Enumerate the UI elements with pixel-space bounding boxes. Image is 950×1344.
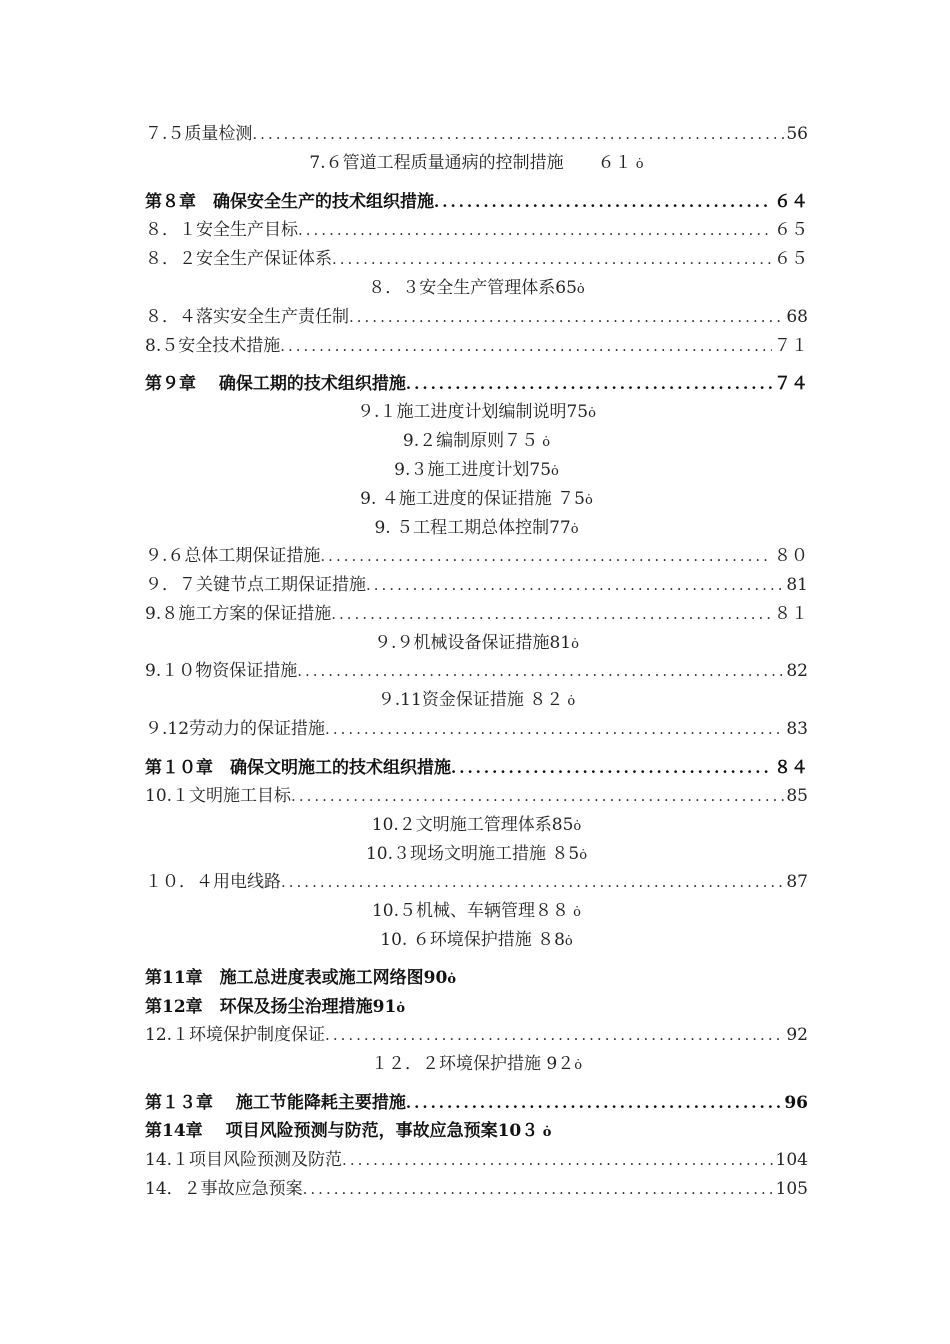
toc-entry-text: 9. ５工程工期总体控制77 <box>374 518 571 538</box>
paragraph-mark-icon: ȯ <box>576 282 585 297</box>
toc-entry-9-6[interactable] <box>145 543 808 569</box>
leader-dots <box>325 716 784 742</box>
toc-entry-8-1[interactable] <box>145 217 808 243</box>
toc-entry-label: 9.８施工方案的保证措施 <box>145 604 332 624</box>
leader-dots <box>406 1090 782 1116</box>
toc-page-number: ６４ <box>774 192 808 212</box>
paragraph-mark-icon: ȯ <box>538 1125 552 1140</box>
paragraph-mark-icon: ȯ <box>571 637 579 652</box>
paragraph-mark-icon: ȯ <box>588 406 596 421</box>
leader-dots <box>349 304 784 330</box>
toc-chapter-8[interactable] <box>145 189 808 215</box>
toc-page-number: ６５ <box>774 220 808 240</box>
leader-dots <box>451 755 772 781</box>
leader-dots <box>434 189 772 215</box>
toc-entry-14-2[interactable] <box>145 1176 808 1202</box>
toc-entry-label: ９.12劳动力的保证措施 <box>145 719 326 739</box>
toc-entry-label: ８．４落实安全生产责任制 <box>145 307 349 327</box>
toc-chapter-11[interactable] <box>145 965 808 991</box>
toc-chapter-text: 第12章 环保及扬尘治理措施91 <box>145 997 397 1017</box>
toc-entry-10-2[interactable] <box>145 812 808 838</box>
toc-entry-8-2[interactable] <box>145 246 808 272</box>
leader-dots <box>303 1176 774 1202</box>
toc-page-number: 105 <box>775 1179 808 1199</box>
toc-entry-10-4[interactable] <box>145 869 808 895</box>
toc-entry-text: 9. ４施工进度的保证措施 ７5 <box>360 489 585 509</box>
leader-dots <box>325 1022 784 1048</box>
paragraph-mark-icon: ȯ <box>447 972 456 987</box>
toc-entry-text: ９.11资金保证措施 ８２ <box>377 690 564 710</box>
toc-entry-10-1[interactable] <box>145 783 808 809</box>
toc-page-number: ８１ <box>774 604 808 624</box>
toc-entry-9-1[interactable] <box>145 399 808 425</box>
leader-dots <box>291 783 784 809</box>
paragraph-mark-icon: ȯ <box>564 934 573 949</box>
toc-entry-text: 10. ６环境保护措施 ８8 <box>380 930 565 950</box>
toc-page-number: 68 <box>786 307 808 327</box>
toc-chapter-label: 第９章 确保工期的技术组织措施 <box>145 374 406 394</box>
paragraph-mark-icon: ȯ <box>563 694 576 709</box>
toc-entry-text: 10.３现场文明施工措施 ８5 <box>365 844 580 864</box>
toc-entry-9-9[interactable] <box>145 630 808 656</box>
toc-page-number: ８０ <box>774 546 808 566</box>
leader-dots <box>342 1147 774 1173</box>
toc-entry-9-7[interactable] <box>145 572 808 598</box>
leader-dots <box>280 333 772 359</box>
leader-dots <box>331 601 772 627</box>
toc-chapter-14[interactable] <box>145 1118 808 1144</box>
toc-entry-label: 14．２事故应急预案 <box>145 1179 303 1199</box>
toc-entry-9-2[interactable] <box>145 428 808 454</box>
toc-entry-label: 14.１项目风险预测及防范 <box>145 1150 343 1170</box>
toc-page-number: 92 <box>786 1025 808 1045</box>
paragraph-mark-icon: ȯ <box>569 905 581 920</box>
leader-dots <box>252 121 784 147</box>
toc-page-number: 56 <box>786 124 808 144</box>
toc-entry-label: ７.５质量检测 <box>145 124 253 144</box>
toc-entry-9-5[interactable] <box>145 515 808 541</box>
toc-page-number: ６５ <box>774 249 808 269</box>
toc-entry-8-3[interactable] <box>145 275 808 301</box>
toc-entry-9-11[interactable] <box>145 687 808 713</box>
leader-dots <box>281 869 784 895</box>
toc-entry-14-1[interactable] <box>145 1147 808 1173</box>
toc-entry-10-3[interactable] <box>145 841 808 867</box>
toc-entry-label: ９．７关键节点工期保证措施 <box>145 575 366 595</box>
toc-entry-label: ８．２安全生产保证体系 <box>145 249 332 269</box>
toc-entry-8-4[interactable] <box>145 304 808 330</box>
toc-entry-label: 10.１文明施工目标 <box>145 786 292 806</box>
toc-entry-text: ８．３安全生产管理体系65 <box>368 278 577 298</box>
toc-entry-7-5[interactable] <box>145 121 808 147</box>
paragraph-mark-icon: ȯ <box>396 1001 405 1016</box>
toc-entry-text: ９.９机械设备保证措施81 <box>374 633 572 653</box>
toc-entry-text: 7.６管道工程质量通病的控制措施 ６１ <box>309 153 632 173</box>
toc-entry-label: 9.１０物资保证措施 <box>145 661 298 681</box>
toc-page-number: 96 <box>784 1093 808 1113</box>
toc-chapter-label: 第８章 确保安全生产的技术组织措施 <box>145 192 434 212</box>
toc-entry-8-5[interactable] <box>145 333 808 359</box>
toc-entry-text: １２．２环境保护措施 9２ <box>370 1054 575 1074</box>
toc-chapter-12[interactable] <box>145 994 808 1020</box>
toc-chapter-text: 第11章 施工总进度表或施工网络图90 <box>145 968 448 988</box>
toc-entry-label: ９.６总体工期保证措施 <box>145 546 321 566</box>
toc-page-number: ７４ <box>774 374 808 394</box>
toc-entry-9-10[interactable] <box>145 658 808 684</box>
toc-entry-12-2[interactable] <box>145 1051 808 1077</box>
toc-entry-9-4[interactable] <box>145 486 808 512</box>
leader-dots <box>332 246 772 272</box>
toc-entry-7-6[interactable] <box>145 150 808 176</box>
paragraph-mark-icon: ȯ <box>551 464 559 479</box>
toc-entry-label: １０．４用电线路 <box>145 872 281 892</box>
leader-dots <box>298 217 772 243</box>
toc-entry-text: 9.２编制原则７５ <box>402 431 539 451</box>
toc-entry-9-12[interactable] <box>145 716 808 742</box>
toc-chapter-label: 第１０章 确保文明施工的技术组织措施 <box>145 758 451 778</box>
toc-page-number: 82 <box>786 661 808 681</box>
toc-chapter-13[interactable] <box>145 1090 808 1116</box>
toc-page-number: 85 <box>786 786 808 806</box>
toc-page-number: ７１ <box>774 336 808 356</box>
toc-page-number: ８４ <box>774 758 808 778</box>
paragraph-mark-icon: ȯ <box>538 435 551 450</box>
toc-entry-label: 8.５安全技术措施 <box>145 336 281 356</box>
paragraph-mark-icon: ȯ <box>573 819 582 834</box>
toc-page-number: 81 <box>786 575 808 595</box>
paragraph-mark-icon: ȯ <box>579 848 588 863</box>
toc-chapter-9[interactable] <box>145 371 808 397</box>
paragraph-mark-icon: ȯ <box>585 493 593 508</box>
leader-dots <box>320 543 772 569</box>
toc-entry-9-8[interactable] <box>145 601 808 627</box>
toc-entry-label: ８．１安全生产目标 <box>145 220 298 240</box>
toc-entry-10-6[interactable] <box>145 927 808 953</box>
toc-page-number: 83 <box>786 719 808 739</box>
toc-entry-text: 10.２文明施工管理体系85 <box>371 815 574 835</box>
toc-page-number: 104 <box>775 1150 808 1170</box>
leader-dots <box>297 658 784 684</box>
paragraph-mark-icon: ȯ <box>631 157 644 172</box>
toc-entry-9-3[interactable] <box>145 457 808 483</box>
toc-entry-text: 10.５机械、车辆管理８８ <box>371 901 570 921</box>
toc-entry-12-1[interactable] <box>145 1022 808 1048</box>
toc-chapter-10[interactable] <box>145 755 808 781</box>
leader-dots <box>366 572 784 598</box>
toc-entry-text: 9.３施工进度计划75 <box>394 460 552 480</box>
toc-page-number: 87 <box>786 872 808 892</box>
leader-dots <box>406 371 772 397</box>
toc-chapter-label: 第１３章 施工节能降耗主要措施 <box>145 1093 406 1113</box>
toc-entry-10-5[interactable] <box>145 898 808 924</box>
toc-entry-label: 12.１环境保护制度保证 <box>145 1025 326 1045</box>
paragraph-mark-icon: ȯ <box>570 522 579 537</box>
paragraph-mark-icon: ȯ <box>574 1058 583 1073</box>
toc-entry-text: ９.１施工进度计划编制说明75 <box>357 402 589 422</box>
toc-chapter-text: 第14章 项目风险预测与防范，事故应急预案10３ <box>145 1121 539 1141</box>
